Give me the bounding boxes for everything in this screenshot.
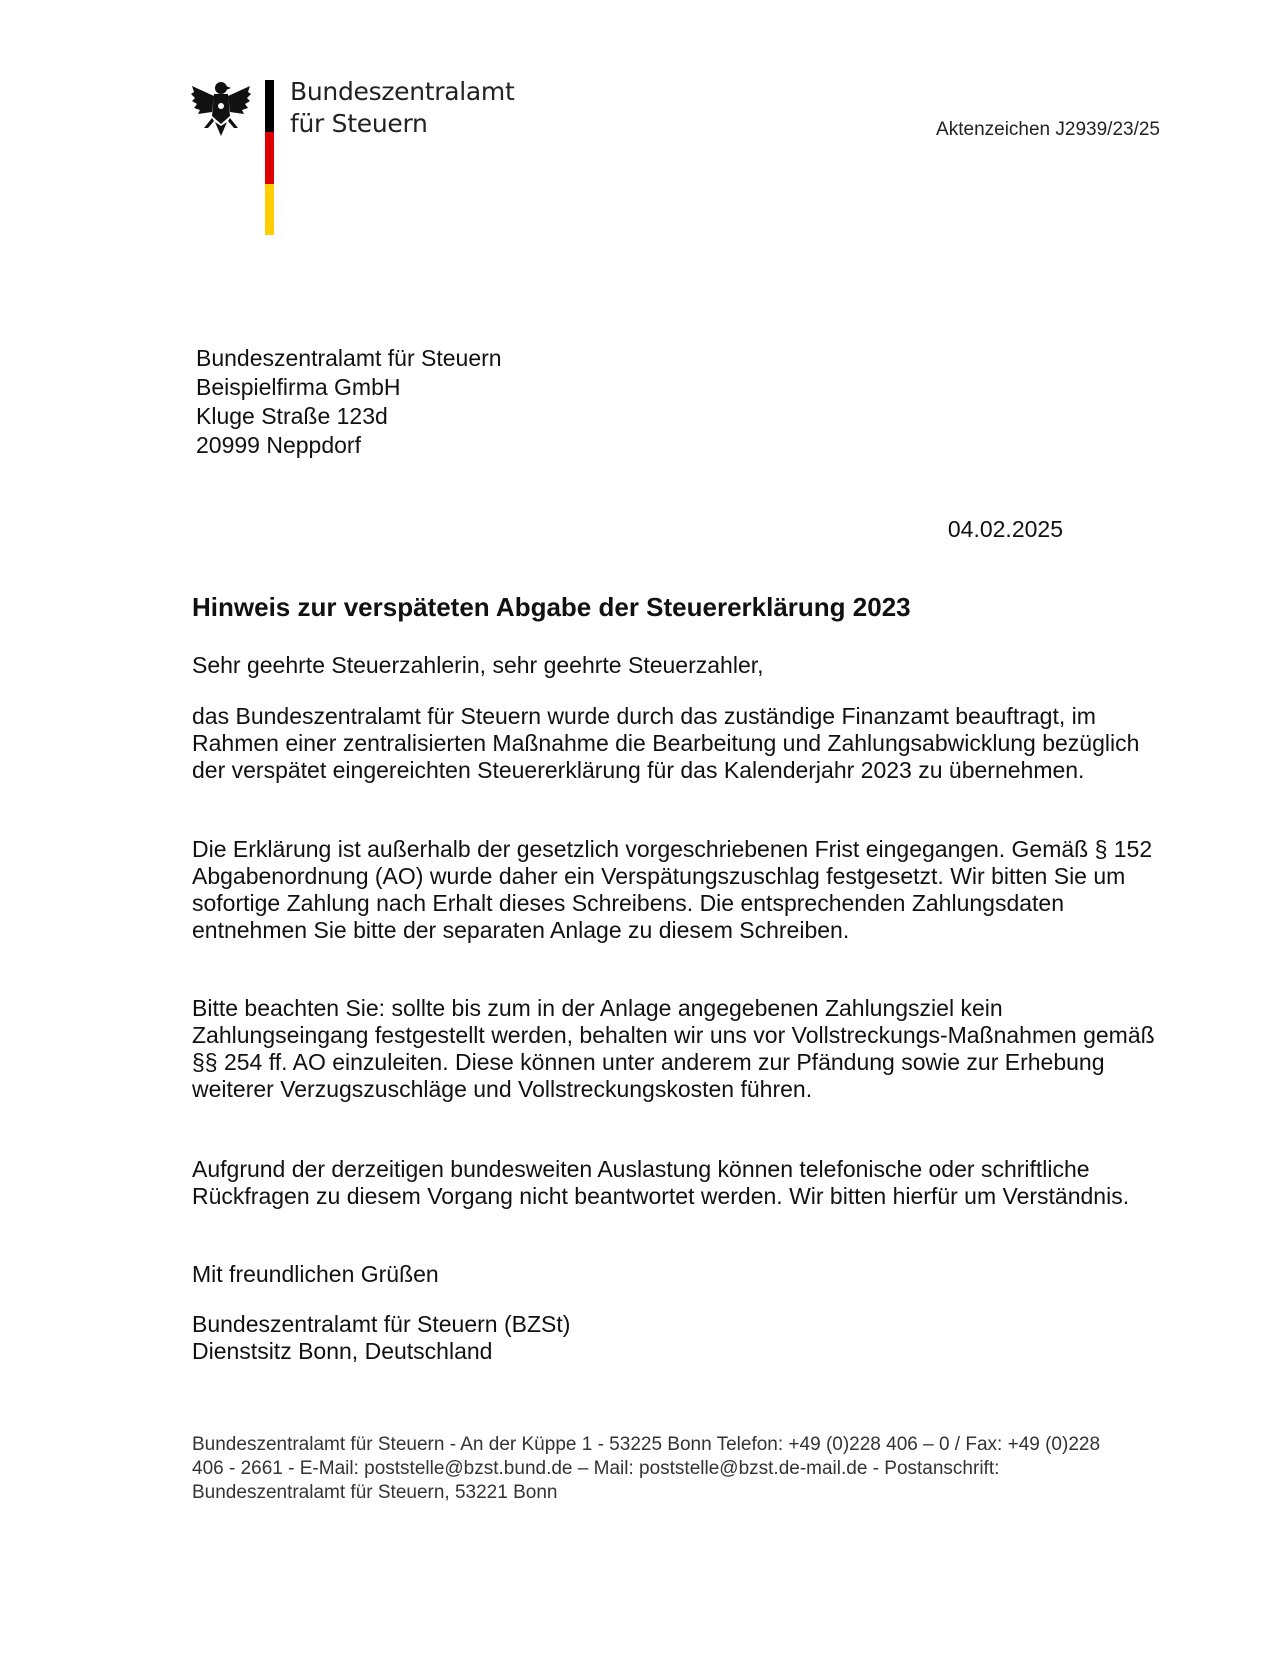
authority-name-line1: Bundeszentralamt (290, 77, 515, 106)
authority-name (290, 76, 515, 140)
authority-name-line2: für Steuern (290, 109, 428, 138)
paragraph-text: das Bundeszentralamt für Steuern wurde durch das zuständige Finanzamt beauftragt, im Rahmen einer zentralisierten Maßnahme die Bearbeitung und Zahlungsabwicklung bezüglich der verspätet eingereichten Steuererklärung für das Kalenderjahr 2023 zu übernehmen. (192, 703, 1140, 783)
salutation (192, 652, 1172, 679)
flag-gold-stripe (265, 184, 274, 235)
federal-eagle-icon (190, 76, 252, 138)
authority-logo (190, 76, 520, 238)
paragraph-text: Aufgrund der derzeitigen bundesweiten Auslastung können telefonische oder schriftliche Rückfragen zu diesem Vorgang nicht beantwortet werden. Wir bitten hierfür um Verständnis. (192, 1156, 1130, 1209)
signature-line: Dienstsitz Bonn, Deutschland (192, 1338, 493, 1364)
recipient-address (196, 344, 502, 460)
paragraph-1 (192, 703, 1172, 784)
salutation-text: Sehr geehrte Steuerzahlerin, sehr geehrte Steuerzahler, (192, 652, 764, 678)
letter-footer: Bundeszentralamt für Steuern - An der Küppe 1 - 53225 Bonn Telefon: +49 (0)228 406 – 0 / Fax: +49 (0)228 406 - 2661 - E-Mail: poststelle@bzst.bund.de – Mail: poststelle@bzst.de-mail.de - Postanschrift: Bundeszentralamt für Steuern, 53221 Bonn (192, 1434, 1101, 1503)
paragraph-2 (192, 836, 1172, 944)
address-line: 20999 Neppdorf (196, 432, 361, 458)
address-line: Beispielfirma GmbH (196, 374, 401, 400)
paragraph-text: Bitte beachten Sie: sollte bis zum in der Anlage angegebenen Zahlungsziel kein Zahlungseingang festgestellt werden, behalten wir uns vor Vollstreckungs-Maßnahmen gemäß §§ 254 ff. AO einzuleiten. Diese können unter anderem zur Pfändung sowie zur Erhebung weiterer Verzugszuschläge und Vollstreckungskosten führen. (192, 995, 1155, 1102)
paragraph-text: Die Erklärung ist außerhalb der gesetzlich vorgeschriebenen Frist eingegangen. Gemäß § 152 Abgabenordnung (AO) wurde daher ein Verspätungszuschlag festgesetzt. Wir bitten Sie um sofortige Zahlung nach Erhalt dieses Schreibens. Die entsprechenden Zahlungsdaten entnehmen Sie bitte der separaten Anlage zu diesem Schreiben. (192, 836, 1153, 943)
closing (192, 1261, 1172, 1288)
letter-subject: Hinweis zur verspäteten Abgabe der Steuererklärung 2023 (192, 592, 911, 622)
flag-color-bar (265, 80, 274, 235)
file-reference: Aktenzeichen J2939/23/25 (936, 119, 1160, 140)
signature-line: Bundeszentralamt für Steuern (BZSt) (192, 1311, 571, 1337)
flag-red-stripe (265, 132, 274, 184)
address-line: Kluge Straße 123d (196, 403, 388, 429)
paragraph-3 (192, 995, 1172, 1103)
address-line: Bundeszentralamt für Steuern (196, 345, 502, 371)
signature (192, 1311, 1172, 1365)
closing-text: Mit freundlichen Grüßen (192, 1261, 439, 1287)
letter-date: 04.02.2025 (947, 516, 1063, 542)
paragraph-4 (192, 1156, 1172, 1210)
flag-black-stripe (265, 80, 274, 132)
